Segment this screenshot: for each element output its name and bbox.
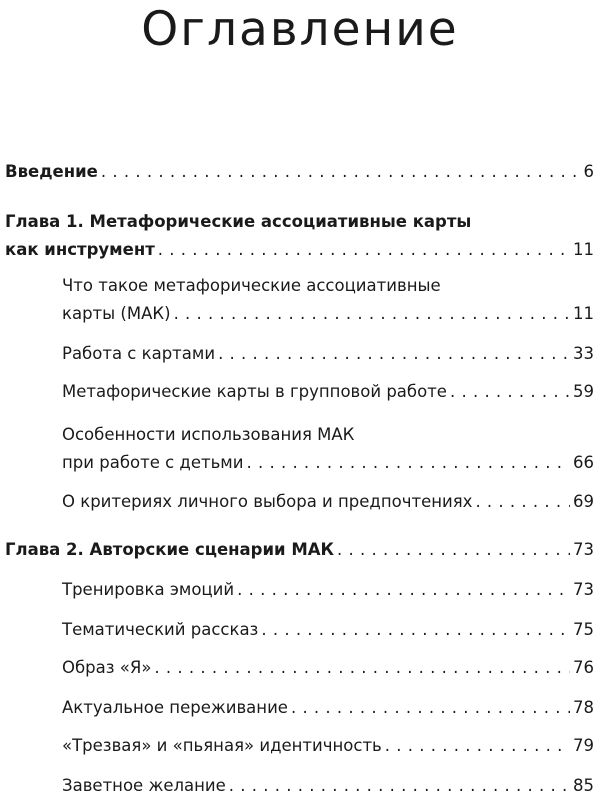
page-number: 66 xyxy=(573,453,594,472)
toc-entry-title: Тематический рассказ xyxy=(62,620,259,639)
dot-leader xyxy=(246,449,570,477)
toc-chapter-entry xyxy=(5,208,594,264)
dot-leader xyxy=(237,576,570,604)
toc-entry-title: карты (МАК) xyxy=(62,304,171,323)
toc-line xyxy=(62,421,594,449)
toc-section-entry xyxy=(62,340,594,368)
toc-entry-title: Глава 2. Авторские сценарии МАК xyxy=(5,540,335,559)
toc-entry-title: Что такое метафорические ассоциативные xyxy=(62,276,441,295)
toc-line xyxy=(62,772,594,800)
dot-leader xyxy=(291,694,570,722)
toc-section-entry xyxy=(62,488,594,516)
toc-entry-title: Метафорические карты в групповой работе xyxy=(62,382,447,401)
page-number: 75 xyxy=(573,620,594,639)
toc-section-entry xyxy=(62,378,594,406)
toc-section-entry xyxy=(62,732,594,760)
toc-entry-title: Образ «Я» xyxy=(62,658,152,677)
toc-section-entry xyxy=(62,576,594,604)
toc-line xyxy=(5,208,594,236)
toc-entry-title: О критериях личного выбора и предпочтениях xyxy=(62,492,473,511)
dot-leader xyxy=(101,158,581,186)
page-title: Оглавление xyxy=(141,2,459,57)
toc-entry-title: «Трезвая» и «пьяная» идентичность xyxy=(62,736,382,755)
toc-line xyxy=(62,732,594,760)
toc-entry-title: как инструмент xyxy=(5,240,155,259)
dot-leader xyxy=(385,732,570,760)
toc-line xyxy=(5,158,594,186)
toc-line xyxy=(62,488,594,516)
toc-entry-title: при работе с детьми xyxy=(62,453,244,472)
dot-leader xyxy=(475,488,570,516)
toc-section-entry xyxy=(62,616,594,644)
toc-line xyxy=(62,272,594,300)
page-number: 11 xyxy=(573,240,594,259)
toc-line xyxy=(62,694,594,722)
page-number: 6 xyxy=(583,162,594,181)
toc-section-entry xyxy=(62,272,594,328)
toc-line xyxy=(62,378,594,406)
toc-line xyxy=(62,576,594,604)
toc-line xyxy=(62,654,594,682)
page-number: 78 xyxy=(573,698,594,717)
page-number: 76 xyxy=(573,658,594,677)
dot-leader xyxy=(218,340,570,368)
toc-entry-title: Заветное желание xyxy=(62,776,226,795)
toc-entry-title: Глава 1. Метафорические ассоциативные карты xyxy=(5,212,472,231)
toc-line xyxy=(62,616,594,644)
dot-leader xyxy=(158,236,570,264)
page-number: 69 xyxy=(573,492,594,511)
toc-entry-title: Введение xyxy=(5,162,98,181)
dot-leader xyxy=(154,654,570,682)
page-number: 11 xyxy=(573,304,594,323)
dot-leader xyxy=(337,536,570,564)
page-number: 59 xyxy=(573,382,594,401)
dot-leader xyxy=(174,300,570,328)
toc-section-entry xyxy=(62,421,594,477)
page-number: 85 xyxy=(573,776,594,795)
toc-entry-title: Тренировка эмоций xyxy=(62,580,235,599)
toc-entry-title: Работа с картами xyxy=(62,344,216,363)
page-number: 73 xyxy=(573,540,594,559)
toc-section-entry xyxy=(62,654,594,682)
dot-leader xyxy=(229,772,570,800)
toc-chapter-entry xyxy=(5,158,594,186)
dot-leader xyxy=(261,616,570,644)
toc-line xyxy=(62,300,594,328)
toc-section-entry xyxy=(62,694,594,722)
page-number: 73 xyxy=(573,580,594,599)
toc-section-entry xyxy=(62,772,594,800)
dot-leader xyxy=(450,378,570,406)
toc-line xyxy=(62,449,594,477)
page-number: 79 xyxy=(573,736,594,755)
page-number: 33 xyxy=(573,344,594,363)
toc-entry-title: Особенности использования МАК xyxy=(62,425,355,444)
toc-line xyxy=(5,236,594,264)
toc-entry-title: Актуальное переживание xyxy=(62,698,288,717)
toc-line xyxy=(62,340,594,368)
toc-chapter-entry xyxy=(5,536,594,564)
toc-line xyxy=(5,536,594,564)
